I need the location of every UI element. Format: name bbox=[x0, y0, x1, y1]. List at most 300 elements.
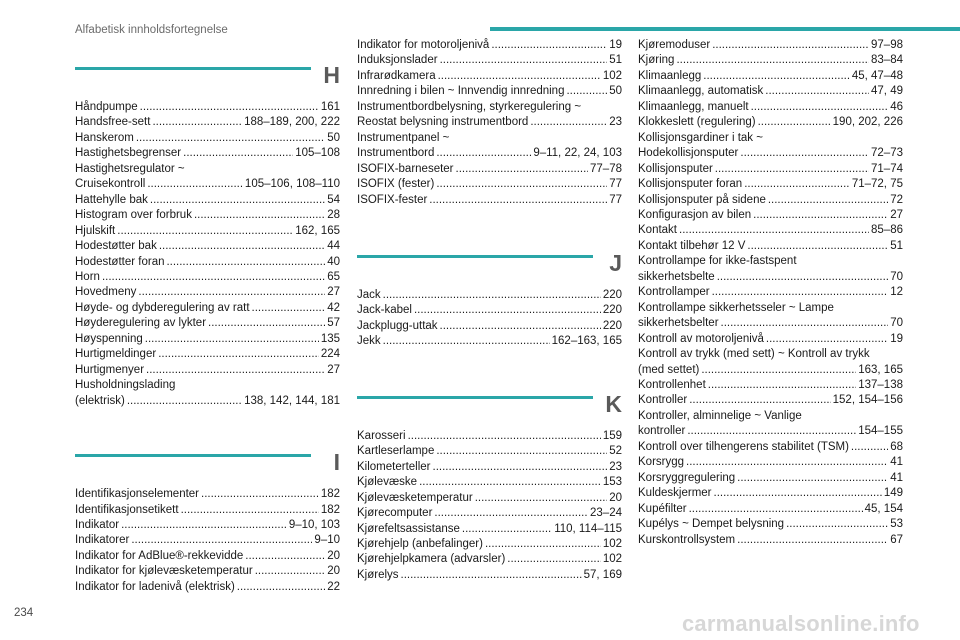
index-entry-pages: 220 bbox=[602, 319, 622, 332]
index-entry-term: Kuldeskjermer bbox=[638, 487, 712, 500]
dot-leader bbox=[408, 429, 601, 444]
index-entry-row bbox=[638, 455, 903, 470]
index-entry-pages: 135 bbox=[320, 332, 340, 345]
index-entry-row bbox=[357, 38, 622, 53]
index-entry-pages: 220 bbox=[602, 288, 622, 301]
index-entry-row bbox=[638, 38, 903, 53]
index-entry-term: Jack-kabel bbox=[357, 304, 412, 317]
index-entry-row bbox=[75, 131, 340, 146]
dot-leader bbox=[181, 503, 319, 518]
index-entry-pages: 149 bbox=[883, 487, 903, 500]
index-entry-row bbox=[638, 502, 903, 517]
index-entry-pages: 71–74 bbox=[871, 162, 903, 175]
index-entry-term: Indikator for ladenivå (elektrisk) bbox=[75, 580, 235, 593]
dot-leader bbox=[753, 208, 888, 223]
index-entry-term: Identifikasjonsetikett bbox=[75, 503, 179, 516]
index-entry-term: ISOFIX-fester bbox=[357, 193, 428, 206]
dot-leader bbox=[159, 239, 325, 254]
index-entry-term: Horn bbox=[75, 270, 100, 283]
dot-leader bbox=[136, 131, 325, 146]
index-entry-row bbox=[75, 224, 340, 239]
index-entry bbox=[357, 444, 622, 459]
dot-leader bbox=[751, 100, 889, 115]
index-entry-pages: 138, 142, 144, 181 bbox=[244, 394, 340, 407]
index-entry-term: Kontakt tilbehør 12 V bbox=[638, 239, 746, 252]
index-entry-term: Hurtigmenyer bbox=[75, 363, 145, 376]
index-entry-term: Kontroll over tilhengerens stabilitet (TSM) bbox=[638, 440, 849, 453]
index-entry bbox=[75, 347, 340, 362]
index-entry-term: (elektrisk) bbox=[75, 394, 125, 407]
index-entry-row bbox=[638, 208, 903, 223]
index-entry-row bbox=[75, 487, 340, 502]
dot-leader bbox=[717, 270, 888, 285]
index-section bbox=[638, 38, 903, 548]
index-entry-pages: 159 bbox=[602, 429, 622, 442]
dot-leader bbox=[686, 455, 888, 470]
index-entry-row bbox=[357, 429, 622, 444]
index-entry-row bbox=[75, 316, 340, 331]
index-entry-term: Klokkeslett (regulering) bbox=[638, 116, 756, 129]
index-entry-row bbox=[638, 239, 903, 254]
index-column-2 bbox=[357, 39, 622, 583]
index-entry-pages: 220 bbox=[602, 304, 622, 317]
dot-leader bbox=[208, 316, 325, 331]
dot-leader bbox=[485, 537, 601, 552]
index-entry-pages: 9–10, 103 bbox=[288, 518, 340, 531]
index-column-1 bbox=[75, 60, 340, 595]
index-section bbox=[75, 60, 340, 409]
index-entry-row bbox=[357, 288, 622, 303]
index-entry-row bbox=[75, 100, 340, 115]
dot-leader bbox=[740, 146, 869, 161]
index-entry bbox=[638, 38, 903, 53]
index-entry bbox=[638, 471, 903, 486]
dot-leader bbox=[786, 517, 888, 532]
section-divider-line bbox=[75, 454, 311, 457]
index-entry-term: Hodestøtter foran bbox=[75, 255, 165, 268]
dot-leader bbox=[440, 53, 608, 68]
dot-leader bbox=[245, 549, 325, 564]
index-entry-pages: 19 bbox=[890, 332, 903, 345]
index-entry-pages: 77–78 bbox=[590, 162, 622, 175]
index-entry-row bbox=[75, 255, 340, 270]
index-entry-row bbox=[638, 146, 903, 161]
index-entry-term: Kjølevæske bbox=[357, 476, 418, 489]
index-entry-row bbox=[638, 69, 903, 84]
index-entry-row bbox=[638, 115, 903, 130]
index-entry-pages: 23–24 bbox=[590, 507, 622, 520]
index-entry-row bbox=[75, 115, 340, 130]
index-entry-term: Indikator for AdBlue®-rekkevidde bbox=[75, 549, 244, 562]
dot-leader bbox=[679, 223, 869, 238]
index-section bbox=[357, 38, 622, 208]
index-entry bbox=[75, 162, 340, 193]
dot-leader bbox=[147, 177, 243, 192]
index-entry-pages: 162–163, 165 bbox=[551, 335, 622, 348]
section-letter: I bbox=[333, 449, 340, 476]
dot-leader bbox=[851, 440, 888, 455]
index-entry-row bbox=[638, 193, 903, 208]
index-entry-row bbox=[638, 393, 903, 408]
index-entry-pages: 41 bbox=[890, 471, 903, 484]
dot-leader bbox=[401, 568, 582, 583]
index-entry-term: Kjørecomputer bbox=[357, 507, 433, 520]
index-entry-row bbox=[638, 378, 903, 393]
index-entry-term: Indikator for motoroljenivå bbox=[357, 39, 490, 51]
index-entry bbox=[75, 208, 340, 223]
index-entry-row bbox=[357, 460, 622, 475]
index-entry-pages: 190, 202, 226 bbox=[832, 116, 903, 129]
index-entry bbox=[357, 131, 622, 162]
index-entry bbox=[638, 69, 903, 84]
index-entry-pages: 72 bbox=[890, 193, 903, 206]
index-entry-term: Indikator for kjølevæsketemperatur bbox=[75, 565, 253, 578]
index-entry-term: Jackplugg-uttak bbox=[357, 319, 438, 332]
dot-leader bbox=[747, 239, 888, 254]
index-entry-term: Hodestøtter bak bbox=[75, 240, 157, 253]
index-entry bbox=[357, 460, 622, 475]
index-entry-pages: 23 bbox=[609, 460, 622, 473]
dot-leader bbox=[419, 475, 601, 490]
dot-leader bbox=[201, 487, 319, 502]
index-entry-row bbox=[357, 177, 622, 192]
index-entry-term: Kontroll av motoroljenivå bbox=[638, 332, 764, 345]
index-entry-term: Handsfree-sett bbox=[75, 116, 151, 129]
dot-leader bbox=[475, 491, 608, 506]
index-entry-term: Kontakt bbox=[638, 224, 677, 237]
watermark-text: carmanualsonline.info bbox=[682, 611, 920, 636]
index-entry bbox=[75, 503, 340, 518]
index-entry-row bbox=[357, 334, 622, 349]
index-entry bbox=[638, 84, 903, 99]
index-entry-pages: 12 bbox=[890, 286, 903, 299]
index-entry-term: Reostat belysning instrumentbord bbox=[357, 116, 529, 129]
dot-leader bbox=[491, 38, 607, 53]
index-entry-pages: 20 bbox=[327, 549, 340, 562]
dot-leader bbox=[438, 69, 601, 84]
index-entry-text: Kontrollampe sikkerhetsseler ~ Lampe bbox=[638, 301, 834, 314]
index-entry bbox=[638, 332, 903, 347]
dot-leader bbox=[768, 193, 888, 208]
index-entry-term: Infrarødkamera bbox=[357, 69, 436, 82]
dot-leader bbox=[766, 332, 888, 347]
index-entry bbox=[357, 506, 622, 521]
index-entry-row bbox=[75, 239, 340, 254]
dot-leader bbox=[121, 518, 287, 533]
index-entry bbox=[638, 208, 903, 223]
index-entry-term: Hastighetsbegrenser bbox=[75, 147, 182, 160]
index-entry-term: Indikatorer bbox=[75, 534, 130, 547]
index-entry bbox=[75, 224, 340, 239]
page-header-title: Alfabetisk innholdsfortegnelse bbox=[75, 24, 228, 36]
index-entry bbox=[75, 100, 340, 115]
dot-leader bbox=[744, 177, 850, 192]
index-entry-pages: 20 bbox=[609, 491, 622, 504]
dot-leader bbox=[131, 533, 312, 548]
dot-leader bbox=[436, 177, 607, 192]
index-entry-term: Kollisjonsputer på sidene bbox=[638, 193, 766, 206]
index-entry bbox=[357, 38, 622, 53]
index-entry-row bbox=[75, 394, 340, 409]
dot-leader bbox=[703, 69, 850, 84]
index-entry-term: ISOFIX-barneseter bbox=[357, 162, 454, 175]
dot-leader bbox=[150, 193, 325, 208]
dot-leader bbox=[676, 53, 869, 68]
dot-leader bbox=[183, 146, 293, 161]
index-entry-row bbox=[75, 301, 340, 316]
dot-leader bbox=[758, 115, 831, 130]
index-entry-row bbox=[75, 518, 340, 533]
index-entry bbox=[357, 429, 622, 444]
index-entry-pages: 137–138 bbox=[858, 378, 903, 391]
index-entry-row bbox=[357, 506, 622, 521]
dot-leader bbox=[530, 115, 607, 130]
index-entry bbox=[75, 255, 340, 270]
index-entry-row bbox=[75, 503, 340, 518]
index-entry-pages: 46 bbox=[890, 100, 903, 113]
section-letter-heading bbox=[75, 60, 340, 100]
dot-leader bbox=[566, 84, 607, 99]
index-entry-term: Kilometerteller bbox=[357, 460, 431, 473]
section-divider-line bbox=[357, 255, 593, 258]
index-entry bbox=[638, 162, 903, 177]
index-entry-pages: 182 bbox=[320, 503, 340, 516]
index-entry bbox=[638, 285, 903, 300]
index-entry-pages: 51 bbox=[890, 239, 903, 252]
index-entry-pages: 77 bbox=[609, 178, 622, 191]
index-entry-term: Jack bbox=[357, 288, 381, 301]
index-entry-term: Klimaanlegg, automatisk bbox=[638, 85, 764, 98]
index-entry-pages: 51 bbox=[609, 54, 622, 67]
dot-leader bbox=[127, 394, 242, 409]
index-entry-pages: 28 bbox=[327, 209, 340, 222]
index-entry-row bbox=[357, 319, 622, 334]
index-entry-row bbox=[638, 424, 903, 439]
index-entry-term: Kjørefeltsassistanse bbox=[357, 522, 460, 535]
dot-leader bbox=[689, 502, 863, 517]
index-entry-row bbox=[638, 162, 903, 177]
index-entry bbox=[357, 69, 622, 84]
index-entry-term: Hodekollisjonsputer bbox=[638, 147, 739, 160]
index-entry-pages: 70 bbox=[890, 270, 903, 283]
index-entry-row bbox=[75, 363, 340, 378]
index-entry-row bbox=[638, 363, 903, 378]
index-entry-row bbox=[75, 193, 340, 208]
index-entry-row bbox=[638, 285, 903, 300]
index-entry-pages: 40 bbox=[327, 255, 340, 268]
index-entry bbox=[638, 131, 903, 162]
index-entry-text: Kontroll av trykk (med sett) ~ Kontroll av trykk bbox=[638, 348, 870, 361]
dot-leader bbox=[456, 162, 589, 177]
index-entry-term: sikkerhetsbelter bbox=[638, 317, 719, 330]
dot-leader bbox=[252, 301, 326, 316]
index-entry-pages: 102 bbox=[602, 553, 622, 566]
index-entry bbox=[75, 316, 340, 331]
index-entry bbox=[75, 533, 340, 548]
index-entry-pages: 162, 165 bbox=[295, 224, 340, 237]
index-entry-row bbox=[638, 486, 903, 501]
index-entry bbox=[357, 537, 622, 552]
index-entry bbox=[638, 239, 903, 254]
index-entry-term: Hovedmeny bbox=[75, 286, 137, 299]
index-entry bbox=[75, 131, 340, 146]
index-entry-term: Kjørelys bbox=[357, 568, 399, 581]
dot-leader bbox=[737, 533, 888, 548]
index-entry bbox=[75, 378, 340, 409]
index-entry bbox=[638, 486, 903, 501]
index-entry-pages: 27 bbox=[327, 363, 340, 376]
index-entry-term: Høyspenning bbox=[75, 332, 143, 345]
index-entry-pages: 68 bbox=[890, 440, 903, 453]
index-entry-text: Husholdningslading bbox=[75, 379, 176, 392]
index-entry-term: Kurskontrollsystem bbox=[638, 533, 736, 546]
dot-leader bbox=[158, 347, 319, 362]
dot-leader bbox=[715, 162, 869, 177]
index-entry-term: Korsrygg bbox=[638, 456, 685, 469]
index-entry bbox=[638, 378, 903, 393]
index-entry bbox=[357, 162, 622, 177]
index-entry-pages: 152, 154–156 bbox=[832, 394, 903, 407]
dot-leader bbox=[429, 193, 607, 208]
index-entry-term: Kjøring bbox=[638, 54, 675, 67]
index-entry-row bbox=[638, 270, 903, 285]
index-entry-pages: 188–189, 200, 222 bbox=[244, 116, 340, 129]
dot-leader bbox=[687, 424, 856, 439]
header-accent-bar bbox=[490, 27, 960, 31]
index-entry-term: Kupélys ~ Dempet belysning bbox=[638, 518, 785, 531]
index-entry-term: Håndpumpe bbox=[75, 101, 138, 113]
index-entry-row bbox=[638, 332, 903, 347]
index-entry bbox=[357, 303, 622, 318]
index-entry-pages: 85–86 bbox=[871, 224, 903, 237]
index-entry-pages: 105–106, 108–110 bbox=[244, 178, 340, 191]
index-entry bbox=[75, 239, 340, 254]
index-entry-term: Karosseri bbox=[357, 429, 406, 442]
index-entry-row bbox=[357, 162, 622, 177]
index-entry-term: Histogram over forbruk bbox=[75, 209, 192, 222]
index-entry bbox=[638, 393, 903, 408]
dot-leader bbox=[237, 580, 325, 595]
index-entry-term: Kontrollamper bbox=[638, 286, 710, 299]
index-entry-pages: 67 bbox=[890, 533, 903, 546]
index-entry bbox=[638, 347, 903, 378]
index-section bbox=[357, 389, 622, 584]
index-entry-text: Instrumentbordbelysning, styrkeregulering ~ bbox=[357, 100, 582, 113]
index-entry bbox=[638, 223, 903, 238]
index-section bbox=[357, 248, 622, 350]
index-entry-pages: 102 bbox=[602, 537, 622, 550]
index-entry-pages: 23 bbox=[609, 116, 622, 129]
dot-leader bbox=[440, 319, 601, 334]
index-entry-term: Instrumentbord bbox=[357, 147, 435, 160]
index-entry-row bbox=[638, 471, 903, 486]
index-entry-term: Kjøremoduser bbox=[638, 39, 711, 51]
dot-leader bbox=[140, 100, 319, 115]
index-entry-term: Hattehylle bak bbox=[75, 193, 148, 206]
dot-leader bbox=[138, 285, 325, 300]
index-entry-term: Kontrollenhet bbox=[638, 378, 706, 391]
dot-leader bbox=[433, 460, 608, 475]
index-entry-row bbox=[638, 316, 903, 331]
index-entry-pages: 83–84 bbox=[871, 54, 903, 67]
index-entry-row bbox=[357, 491, 622, 506]
index-entry-row bbox=[638, 177, 903, 192]
index-entry-term: Cruisekontroll bbox=[75, 178, 146, 191]
section-letter-heading bbox=[357, 248, 622, 288]
index-entry-pages: 45, 47–48 bbox=[851, 69, 903, 82]
index-entry-pages: 153 bbox=[602, 476, 622, 489]
index-entry-term: Konfigurasjon av bilen bbox=[638, 208, 752, 221]
index-entry-pages: 97–98 bbox=[871, 39, 903, 51]
index-entry-term: Kjørehjelpkamera (advarsler) bbox=[357, 553, 506, 566]
index-entry-pages: 224 bbox=[320, 348, 340, 361]
page-number: 234 bbox=[14, 607, 34, 619]
dot-leader bbox=[737, 471, 888, 486]
index-entry bbox=[638, 455, 903, 470]
index-entry-row bbox=[357, 537, 622, 552]
index-entry-pages: 57, 169 bbox=[583, 568, 622, 581]
index-entry-pages: 54 bbox=[327, 193, 340, 206]
dot-leader bbox=[507, 552, 601, 567]
index-entry bbox=[638, 301, 903, 332]
section-letter-heading bbox=[357, 389, 622, 429]
dot-leader bbox=[383, 334, 550, 349]
index-entry-pages: 161 bbox=[320, 101, 340, 113]
index-entry bbox=[75, 363, 340, 378]
index-entry-text: Hastighetsregulator ~ bbox=[75, 162, 185, 175]
index-entry-row bbox=[357, 552, 622, 567]
dot-leader bbox=[255, 564, 326, 579]
dot-leader bbox=[436, 444, 607, 459]
index-entry bbox=[357, 491, 622, 506]
index-entry-term: Induksjonslader bbox=[357, 54, 438, 67]
dot-leader bbox=[145, 332, 319, 347]
index-entry-row bbox=[357, 568, 622, 583]
index-entry-term: Hurtigmeldinger bbox=[75, 348, 157, 361]
index-entry-term: Klimaanlegg bbox=[638, 69, 702, 82]
index-entry bbox=[638, 440, 903, 455]
index-entry bbox=[75, 487, 340, 502]
section-divider-line bbox=[75, 67, 311, 70]
index-entry-term: Kupéfilter bbox=[638, 502, 687, 515]
index-entry-row bbox=[357, 115, 622, 130]
index-entry-row bbox=[75, 270, 340, 285]
index-entry-pages: 102 bbox=[602, 69, 622, 82]
index-entry bbox=[638, 254, 903, 285]
index-entry-row bbox=[75, 564, 340, 579]
index-entry bbox=[357, 319, 622, 334]
index-entry bbox=[638, 517, 903, 532]
index-entry bbox=[75, 518, 340, 533]
index-entry bbox=[638, 502, 903, 517]
index-entry-pages: 77 bbox=[609, 193, 622, 206]
index-section bbox=[75, 447, 340, 595]
index-entry-text: Instrumentpanel ~ bbox=[357, 131, 450, 144]
index-entry-pages: 45, 154 bbox=[864, 502, 903, 515]
dot-leader bbox=[721, 316, 889, 331]
dot-leader bbox=[765, 84, 869, 99]
index-entry-term: Identifikasjonselementer bbox=[75, 488, 200, 501]
index-entry-pages: 41 bbox=[890, 456, 903, 469]
index-entry-term: Klimaanlegg, manuelt bbox=[638, 100, 749, 113]
index-entry bbox=[75, 301, 340, 316]
index-entry bbox=[638, 100, 903, 115]
index-entry bbox=[75, 549, 340, 564]
index-entry bbox=[357, 100, 622, 131]
index-entry bbox=[357, 334, 622, 349]
index-entry-pages: 65 bbox=[327, 270, 340, 283]
index-entry bbox=[75, 193, 340, 208]
